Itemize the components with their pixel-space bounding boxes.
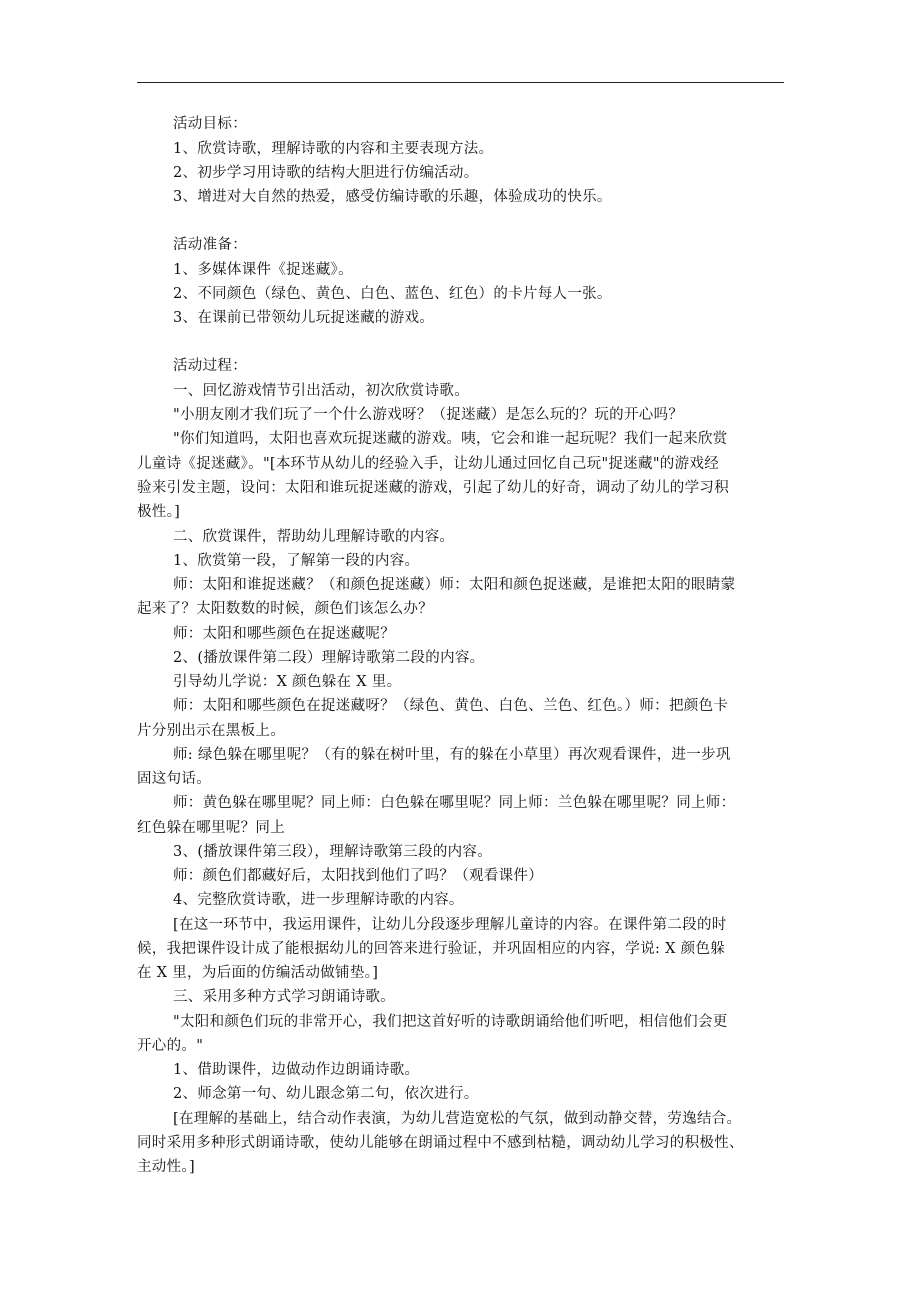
process-line: 在 X 里，为后面的仿编活动做铺垫。]	[137, 965, 379, 981]
prep-heading: 活动准备：	[173, 237, 247, 253]
goal-item: 1、欣赏诗歌，理解诗歌的内容和主要表现方法。	[173, 141, 494, 157]
goal-item: 3、增进对大自然的热爱，感受仿编诗歌的乐趣，体验成功的快乐。	[173, 189, 612, 205]
process-line: 极性。]	[137, 504, 181, 520]
header-rule	[137, 82, 784, 83]
process-line: 引导幼儿学说：X 颜色躲在 X 里。	[173, 674, 402, 690]
process-line: 2、师念第一句、幼儿跟念第二句，依次进行。	[173, 1086, 479, 1102]
process-line: 红色躲在哪里呢？同上	[137, 820, 285, 836]
process-line: 候，我把课件设计成了能根据幼儿的回答来进行验证，并巩固相应的内容，学说: X 颜色躲	[137, 941, 726, 957]
process-line: 三、采用多种方式学习朗诵诗歌。	[173, 989, 395, 1005]
process-line: "你们知道吗，太阳也喜欢玩捉迷藏的游戏。咦，它会和谁一起玩呢？我们一起来欣赏	[173, 431, 728, 447]
process-line: 师：太阳和哪些颜色在捉迷藏呢？	[173, 626, 395, 642]
process-line: 师：黄色躲在哪里呢？同上师：白色躲在哪里呢？同上师：兰色躲在哪里呢？同上师：	[173, 795, 736, 811]
goal-item: 2、初步学习用诗歌的结构大胆进行仿编活动。	[173, 165, 479, 181]
process-line: 主动性。]	[137, 1159, 195, 1175]
process-line: 开心的。"	[137, 1038, 204, 1054]
process-line: [在理解的基础上，结合动作表演，为幼儿营造宽松的气氛，做到动静交替，劳逸结合。	[173, 1111, 742, 1127]
process-line: 一、回忆游戏情节引出活动，初次欣赏诗歌。	[173, 383, 469, 399]
process-line: 师: 绿色躲在哪里呢？（有的躲在树叶里，有的躲在小草里）再次观看课件，进一步巩	[173, 747, 731, 763]
process-line: 二、欣赏课件，帮助幼儿理解诗歌的内容。	[173, 529, 455, 545]
process-heading: 活动过程：	[173, 358, 247, 374]
process-line: 师：太阳和谁捉迷藏？（和颜色捉迷藏）师：太阳和颜色捉迷藏，是谁把太阳的眼睛蒙	[173, 577, 736, 593]
prep-item: 3、在课前已带领幼儿玩捉迷藏的游戏。	[173, 310, 435, 326]
process-line: 师：颜色们都藏好后，太阳找到他们了吗？（观看课件）	[173, 868, 543, 884]
process-line: 儿童诗《捉迷藏》。"[本环节从幼儿的经验入手，让幼儿通过回忆自己玩"捉迷藏"的游戏经	[137, 456, 720, 472]
process-line: 2、(播放课件第二段）理解诗歌第二段的内容。	[173, 650, 485, 666]
process-line: 1、借助课件，边做动作边朗诵诗歌。	[173, 1062, 420, 1078]
process-line: 3、(播放课件第三段），理解诗歌第三段的内容。	[173, 844, 493, 860]
process-line: 1、欣赏第一段，了解第一段的内容。	[173, 553, 420, 569]
prep-item: 2、不同颜色（绿色、黄色、白色、蓝色、红色）的卡片每人一张。	[173, 286, 612, 302]
process-line: 起来了？太阳数数的时候，颜色们该怎么办？	[137, 601, 433, 617]
goals-heading: 活动目标：	[173, 116, 247, 132]
process-line: 4、完整欣赏诗歌，进一步理解诗歌的内容。	[173, 892, 464, 908]
process-line: [在这一环节中，我运用课件，让幼儿分段逐步理解儿童诗的内容。在课件第二段的时	[173, 917, 727, 933]
prep-item: 1、多媒体课件《捉迷藏》。	[173, 262, 353, 278]
process-line: 固这句话。	[137, 771, 211, 787]
process-line: "小朋友刚才我们玩了一个什么游戏呀？（捉迷藏）是怎么玩的？玩的开心吗？	[173, 407, 684, 423]
process-line: "太阳和颜色们玩的非常开心，我们把这首好听的诗歌朗诵给他们听吧，相信他们会更	[173, 1014, 728, 1030]
process-line: 师：太阳和哪些颜色在捉迷藏呀？（绿色、黄色、白色、兰色、红色。）师：把颜色卡	[173, 698, 729, 714]
process-line: 验来引发主题，设问：太阳和谁玩捉迷藏的游戏，引起了幼儿的好奇，调动了幼儿的学习积	[137, 480, 729, 496]
process-line: 同时采用多种形式朗诵诗歌，使幼儿能够在朗诵过程中不感到枯糙，调动幼儿学习的积极性、	[137, 1135, 744, 1151]
process-line: 片分别出示在黑板上。	[137, 723, 285, 739]
